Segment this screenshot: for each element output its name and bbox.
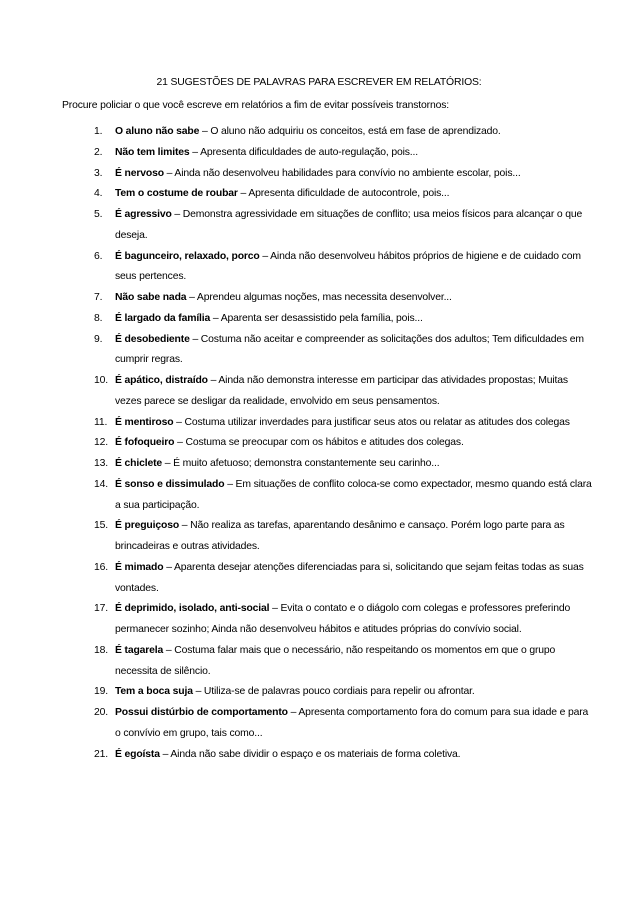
list-item-number: 9. <box>94 333 103 345</box>
list-item-term: É deprimido, isolado, anti-social <box>115 603 270 615</box>
list-item-number: 6. <box>94 250 103 262</box>
list-item-term: Tem a boca suja <box>115 686 193 698</box>
list-item-term: É mimado <box>115 561 164 573</box>
list-item <box>62 309 592 330</box>
list-item-number: 3. <box>94 167 103 179</box>
list-item <box>62 682 592 703</box>
list-item-term: É chiclete <box>115 458 163 469</box>
list-item-description: – Em situações de conflito coloca-se como expectador, mesmo quando está clara a sua participação. <box>115 478 592 511</box>
list-item <box>62 475 592 517</box>
list-item-number: 5. <box>94 209 103 220</box>
list-item-term: Possui distúrbio de comportamento <box>115 707 288 718</box>
suggestion-list <box>62 122 592 765</box>
list-item-term: É mentiroso <box>115 416 174 428</box>
list-item-term: É agressivo <box>115 209 172 220</box>
list-item-term: Não tem limites <box>115 146 190 158</box>
list-item <box>62 558 592 600</box>
list-item-description: – Apresenta comportamento fora do comum para sua idade e para o convívio em grupo, tais como... <box>115 707 589 739</box>
list-item-term: O aluno não sabe <box>115 126 200 137</box>
list-item-description: – Não realiza as tarefas, aparentando desânimo e cansaço. Porém logo parte para as brincadeiras e outras atividades. <box>115 520 565 552</box>
list-item-number: 18. <box>94 644 108 656</box>
list-item <box>62 433 592 454</box>
list-item-number: 10. <box>94 375 108 386</box>
list-item <box>62 164 592 185</box>
list-item-description: – Aparenta desejar atenções diferenciadas para si, solicitando que sejam feitas todas as suas vontades. <box>115 561 584 594</box>
list-item-description: – Ainda não desenvolveu habilidades para convívio no ambiente escolar, pois... <box>163 167 521 179</box>
list-item <box>62 330 592 372</box>
list-item-description: – Ainda não desenvolveu hábitos próprios de higiene e de cuidado com seus pertences. <box>115 250 581 283</box>
list-item-number: 12. <box>94 437 108 449</box>
list-item-number: 19. <box>94 686 108 698</box>
list-item-description: – Evita o contato e o diágolo com colegas e professores preferindo permanecer sozinho; Ainda não desenvolveu hábitos e atitudes próprias do convívio social. <box>115 603 571 635</box>
list-item <box>62 122 592 143</box>
list-item-description: – Aparenta ser desassistido pela família, pois... <box>210 312 423 324</box>
list-item-description: – É muito afetuoso; demonstra constantemente seu carinho... <box>162 458 440 469</box>
list-item-term: É tagarela <box>115 644 164 656</box>
list-item-description: – Ainda não demonstra interesse em participar das atividades propostas; Muitas vezes parece se desligar da realidade, envolvido em seus pensamentos. <box>115 375 568 407</box>
list-item-number: 14. <box>94 478 108 490</box>
list-item-number: 8. <box>94 312 103 324</box>
list-item-term: É fofoqueiro <box>115 437 175 449</box>
list-item-number: 11. <box>94 416 108 428</box>
list-item <box>62 205 592 247</box>
list-item-term: É nervoso <box>115 167 164 179</box>
list-item-number: 2. <box>94 146 103 158</box>
list-item-description: – Utiliza-se de palavras pouco cordiais para repelir ou afrontar. <box>192 686 475 698</box>
list-item-number: 21. <box>94 748 108 760</box>
page-title: 21 SUGESTÕES DE PALAVRAS PARA ESCREVER EM RELATÓRIOS: <box>156 77 482 88</box>
list-item <box>62 745 592 766</box>
list-item <box>62 288 592 309</box>
list-item-term: É egoísta <box>115 748 160 760</box>
list-item <box>62 247 592 289</box>
list-item-description: – Costuma se preocupar com os hábitos e atitudes dos colegas. <box>174 437 464 449</box>
list-item-term: É preguiçoso <box>115 520 180 532</box>
list-item <box>62 599 592 641</box>
list-item-number: 13. <box>94 458 108 469</box>
list-item-description: – Apresenta dificuldades de auto-regulação, pois... <box>189 146 419 158</box>
list-item-term: É bagunceiro, relaxado, porco <box>115 250 260 262</box>
list-item <box>62 641 592 683</box>
list-item-number: 17. <box>94 603 108 615</box>
list-item-term: Não sabe nada <box>115 292 187 303</box>
list-item-description: – Demonstra agressividade em situações de conflito; usa meios físicos para alcançar o que deseja. <box>115 209 583 241</box>
list-item-number: 1. <box>94 126 103 137</box>
list-item-description: – Apresenta dificuldade de autocontrole, pois... <box>237 188 450 200</box>
list-item <box>62 143 592 164</box>
list-item-description: – Costuma utilizar inverdades para justificar seus atos ou relatar as atitudes dos colegas <box>173 416 570 428</box>
list-item-term: É largado da família <box>115 312 211 324</box>
list-item-description: – Ainda não sabe dividir o espaço e os materiais de forma coletiva. <box>159 748 461 760</box>
list-item-number: 7. <box>94 292 103 303</box>
list-item <box>62 371 592 413</box>
list-item-description: – O aluno não adquiriu os conceitos, está em fase de aprendizado. <box>199 126 501 137</box>
list-item-term: É desobediente <box>115 333 190 345</box>
list-item-description: – Costuma falar mais que o necessário, não respeitando os momentos em que o grupo necessita de silêncio. <box>115 644 556 677</box>
list-item-number: 4. <box>94 188 103 200</box>
list-item-number: 16. <box>94 561 108 573</box>
list-item-number: 15. <box>94 520 108 532</box>
list-item <box>62 516 592 558</box>
list-item <box>62 454 592 475</box>
list-item-term: É apático, distraído <box>115 375 208 386</box>
list-item-description: – Aprendeu algumas noções, mas necessita desenvolver... <box>186 292 452 303</box>
list-item-term: É sonso e dissimulado <box>115 478 225 490</box>
list-item <box>62 703 592 745</box>
list-item-description: – Costuma não aceitar e compreender as solicitações dos adultos; Tem dificuldades em cumprir regras. <box>115 333 584 366</box>
list-item-term: Tem o costume de roubar <box>115 188 238 200</box>
list-item-number: 20. <box>94 707 108 718</box>
intro-text: Procure policiar o que você escreve em relatórios a fim de evitar possíveis transtornos: <box>62 100 450 111</box>
list-item <box>62 413 592 434</box>
list-item <box>62 184 592 205</box>
